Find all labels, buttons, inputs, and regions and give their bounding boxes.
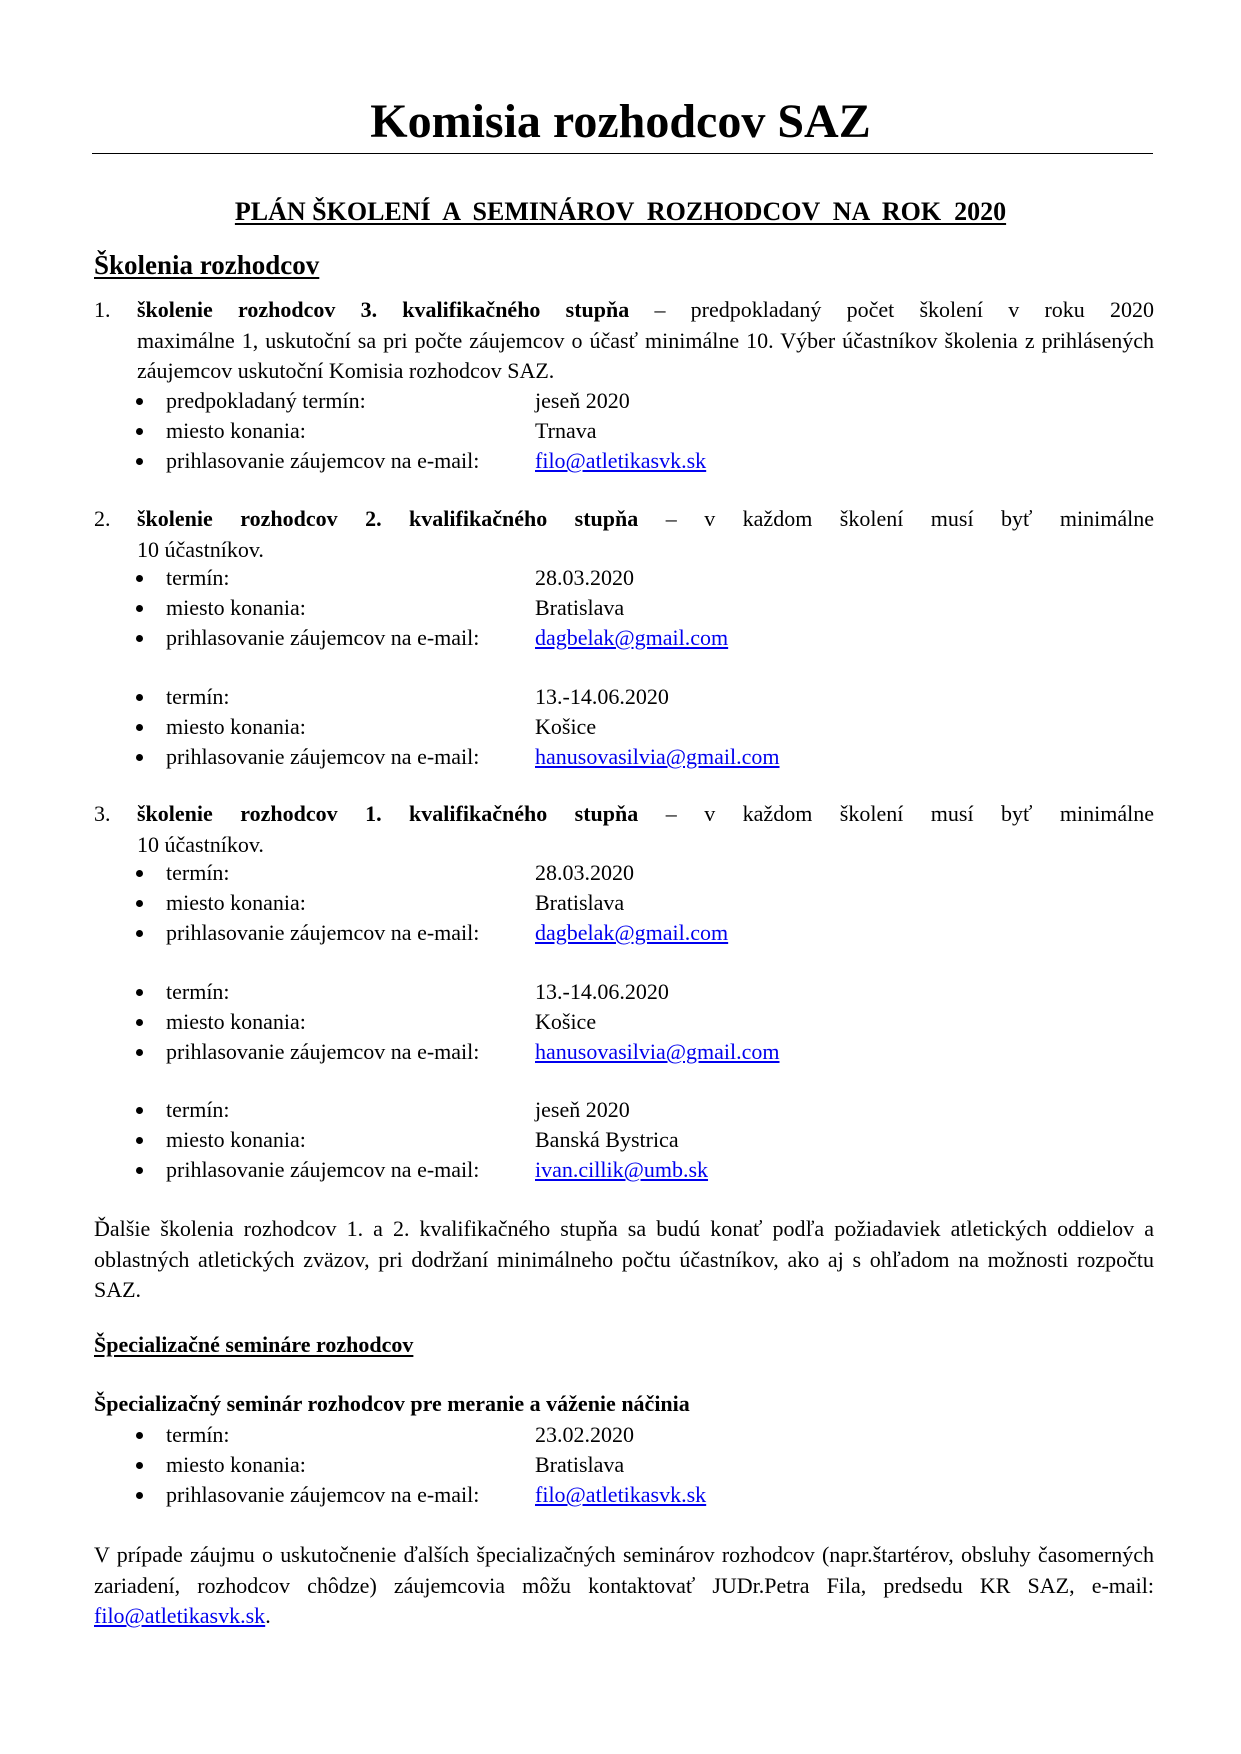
session-email-row: prihlasovanie záujemcov na e-mail: ivan.cillik@umb.sk [0,1155,1241,1185]
session-email-row: prihlasovanie záujemcov na e-mail: dagbelak@gmail.com [0,918,1241,948]
title-divider [92,153,1153,154]
session-email-row: prihlasovanie záujemcov na e-mail: hanusovasilvia@gmail.com [0,1037,1241,1067]
session-term-row: termín: 28.03.2020 [0,563,1241,593]
email-link[interactable]: filo@atletikasvk.sk [535,1482,707,1507]
closing-paragraph: V prípade záujmu o uskutočnenie ďalších špecializačných seminárov rozhodcov (napr.štartérov, obsluhy časomerných zariadení, rozhodcov chôdze) záujemcovia môžu kontaktovať JUDr.Petra Fila, predsedu KR SAZ, e-mail: filo@atletikasvk.sk. [94,1542,1154,1628]
bullet-icon [136,575,143,582]
training-item-2-description: školenie rozhodcov 2. kvalifikačného stupňa – v každom školení musí byť minimálne 10 účastníkov. [137,506,1155,562]
bullet-icon [136,1049,143,1056]
bullet-icon [136,605,143,612]
session-term-row: termín: 13.-14.06.2020 [0,682,1241,712]
bullet-icon [136,930,143,937]
session-place-row: miesto konania: Banská Bystrica [0,1125,1241,1155]
bullet-icon [136,989,143,996]
session-term-row: termín: jeseň 2020 [0,1095,1241,1125]
bullet-icon [136,1492,143,1499]
email-link[interactable]: hanusovasilvia@gmail.com [535,744,780,769]
bullet-icon [136,694,143,701]
document-title: Komisia rozhodcov SAZ [370,95,871,148]
training-item-title: školenie rozhodcov 3. kvalifikačného stupňa [137,297,630,322]
email-link[interactable]: filo@atletikasvk.sk [94,1603,266,1628]
bullet-icon [136,1432,143,1439]
training-item-3-description: školenie rozhodcov 1. kvalifikačného stupňa – v každom školení musí byť minimálne 10 účastníkov. [137,801,1155,857]
bullet-icon [136,724,143,731]
list-number: 3. [94,801,111,826]
training-item-title: školenie rozhodcov 1. kvalifikačného stupňa [137,801,639,826]
bullet-icon [136,428,143,435]
bullet-icon [136,1137,143,1144]
bullet-icon [136,870,143,877]
list-number: 1. [94,297,111,322]
session-place-row: miesto konania: Košice [0,712,1241,742]
session-term-row: termín: 13.-14.06.2020 [0,977,1241,1007]
session-place-row: miesto konania: Bratislava [0,1450,1241,1480]
email-link[interactable]: ivan.cillik@umb.sk [535,1157,709,1182]
list-number: 2. [94,506,111,531]
section-heading-trainings: Školenia rozhodcov [94,250,320,280]
bullet-icon [136,458,143,465]
session-place-row: miesto konania: Košice [0,1007,1241,1037]
bullet-icon [136,754,143,761]
seminar-title: Špecializačný seminár rozhodcov pre meranie a váženie náčinia [94,1391,690,1416]
email-link[interactable]: hanusovasilvia@gmail.com [535,1039,780,1064]
email-link[interactable]: dagbelak@gmail.com [535,625,729,650]
bullet-icon [136,398,143,405]
session-place-row: miesto konania: Bratislava [0,593,1241,623]
section-heading-seminars: Špecializačné semináre rozhodcov [94,1332,414,1357]
session-email-row: prihlasovanie záujemcov na e-mail: dagbelak@gmail.com [0,623,1241,653]
training-item-title: školenie rozhodcov 2. kvalifikačného stupňa [137,506,639,531]
session-email-row: prihlasovanie záujemcov na e-mail: filo@atletikasvk.sk [0,1480,1241,1510]
bullet-icon [136,1107,143,1114]
document-subtitle: PLÁN ŠKOLENÍ A SEMINÁROV ROZHODCOV NA ROK 2020 [234,197,1007,226]
session-term-row: termín: 28.03.2020 [0,858,1241,888]
email-link[interactable]: filo@atletikasvk.sk [535,448,707,473]
session-term-row: predpokladaný termín: jeseň 2020 [0,386,1241,416]
session-email-row: prihlasovanie záujemcov na e-mail: filo@atletikasvk.sk [0,446,1241,476]
email-link[interactable]: dagbelak@gmail.com [535,920,729,945]
bullet-icon [136,1019,143,1026]
bullet-icon [136,1167,143,1174]
bullet-icon [136,900,143,907]
training-item-1-description: školenie rozhodcov 3. kvalifikačného stupňa – predpokladaný počet školení v roku 2020 maximálne 1, uskutoční sa pri počte záujemcov o účasť minimálne 10. Výber účastníkov školenia z prihlásených záujemcov uskutoční Komisia rozhodcov SAZ. [137,297,1154,383]
session-place-row: miesto konania: Bratislava [0,888,1241,918]
bullet-icon [136,635,143,642]
bullet-icon [136,1462,143,1469]
trainings-note: Ďalšie školenia rozhodcov 1. a 2. kvalifikačného stupňa sa budú konať podľa požiadaviek atletických oddielov a oblastných atletických zväzov, pri dodržaní minimálneho počtu účastníkov, ako aj s ohľadom na možnosti rozpočtu SAZ. [94,1216,1154,1302]
session-email-row: prihlasovanie záujemcov na e-mail: hanusovasilvia@gmail.com [0,742,1241,772]
session-place-row: miesto konania: Trnava [0,416,1241,446]
session-term-row: termín: 23.02.2020 [0,1420,1241,1450]
